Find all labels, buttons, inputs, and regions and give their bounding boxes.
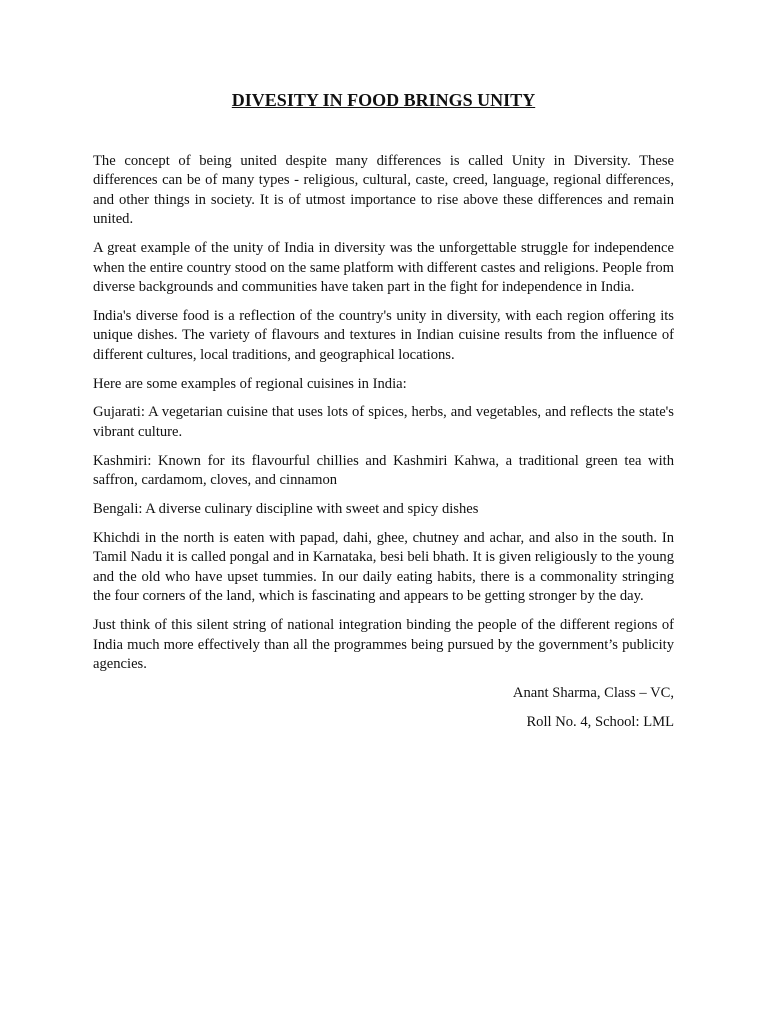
document-page [93,88,674,742]
paragraph-conclusion: Just think of this silent string of national integration binding the people of the different regions of India much more effectively than all the programmes being pursued by the government’s publicity agencies. [93,617,674,672]
paragraph-khichdi: Khichdi in the north is eaten with papad, dahi, ghee, chutney and achar, and also in the south. In Tamil Nadu it is called pongal and in Karnataka, besi beli bhath. It is given religiously to the young and the old who have upset tummies. In our daily eating habits, there is a commonality stringing the four corners of the land, which is fascinating and appears to be getting stronger by the day. [93,530,674,605]
paragraph-bengali: Bengali: A diverse culinary discipline with sweet and spicy dishes [93,501,479,518]
document-title: DIVESITY IN FOOD BRINGS UNITY [231,90,536,110]
signature-roll-school: Roll No. 4, School: LML [526,713,674,730]
paragraph-independence: A great example of the unity of India in diversity was the unforgettable struggle for independence when the entire country stood on the same platform with different castes and religions. People from diverse backgrounds and communities have taken part in the fight for independence in India. [93,240,674,295]
paragraph-kashmiri: Kashmiri: Known for its flavourful chillies and Kashmiri Kahwa, a traditional green tea with saffron, cardamom, cloves, and cinnamon [93,452,674,489]
paragraph-intro: The concept of being united despite many differences is called Unity in Diversity. These differences can be of many types - religious, cultural, caste, creed, language, regional differences, and other things in society. It is of utmost importance to rise above these differences and remain united. [93,153,674,228]
signature-name-class: Anant Sharma, Class – VC, [512,684,674,701]
paragraph-examples-intro: Here are some examples of regional cuisines in India: [93,375,407,392]
paragraph-diverse-food: India's diverse food is a reflection of the country's unity in diversity, with each region offering its unique dishes. The variety of flavours and textures in Indian cuisine results from the influence of different cultures, local traditions, and geographical locations. [93,307,674,363]
paragraph-gujarati: Gujarati: A vegetarian cuisine that uses lots of spices, herbs, and vegetables, and reflects the state's vibrant culture. [93,404,674,440]
